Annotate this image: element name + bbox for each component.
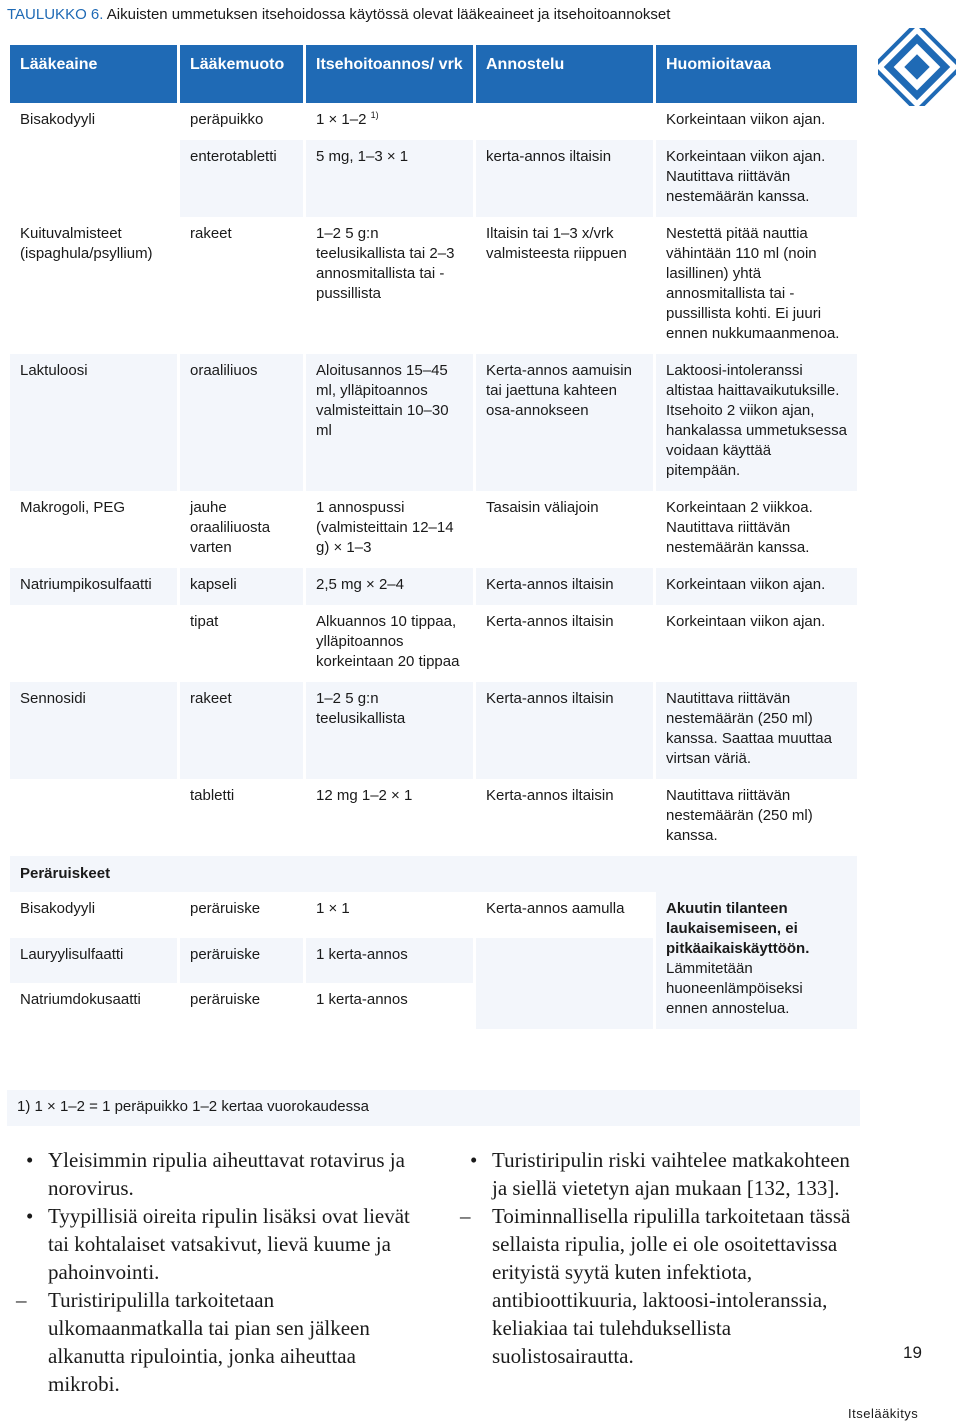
header-dose: Itsehoitoannos/ vrk (306, 45, 473, 103)
cell-dose (306, 103, 473, 140)
cell-drug: Kuituvalmisteet (ispaghula/psyllium) (10, 217, 177, 354)
list-item-text: Turistiripulin riski vaihtelee matkakohteen ja siellä vietetyn ajan mukaan [132, 133]. (492, 1148, 850, 1200)
left-list (16, 1146, 422, 1398)
cell-drug (10, 779, 177, 856)
cell-notes: Korkeintaan viikon ajan. (656, 103, 857, 140)
page-footer: Itselääkitys (848, 1406, 919, 1421)
cell-notes (656, 892, 857, 1029)
table-row (10, 605, 857, 682)
cell-notes: Nestettä pitää nauttia vähintään 110 ml (noin lasillinen) yhtä annosmitallista tai -pussillista kohti. Ei juuri ennen nukkumaanmenoa. (656, 217, 857, 354)
table-header-row (10, 45, 857, 103)
list-item (466, 1146, 866, 1202)
dash-icon: – (16, 1288, 27, 1312)
table-row (10, 217, 857, 354)
list-item (22, 1146, 422, 1202)
cell-notes: Korkeintaan 2 viikkoa. Nautittava riittävän nestemäärän kanssa. (656, 491, 857, 568)
bullet-icon: • (26, 1148, 34, 1172)
table-footnote: 1) 1 × 1–2 = 1 peräpuikko 1–2 kertaa vuorokaudessa (7, 1090, 860, 1126)
right-list (460, 1146, 866, 1370)
cell-notes: Korkeintaan viikon ajan. (656, 568, 857, 605)
cell-drug: Bisakodyyli (10, 103, 177, 140)
cell-drug (10, 605, 177, 682)
table-row (10, 892, 857, 938)
cell-dose: 2,5 mg × 2–4 (306, 568, 473, 605)
header-notes: Huomioitavaa (656, 45, 857, 103)
cell-form: peräpuikko (180, 103, 303, 140)
cell-administration: Kerta-annos iltaisin (476, 779, 653, 856)
cell-form: enterotabletti (180, 140, 303, 217)
cell-notes: Nautittava riittävän nestemäärän (250 ml) kanssa. (656, 779, 857, 856)
header-administration: Annostelu (476, 45, 653, 103)
table-row (10, 568, 857, 605)
cell-drug: Laktuloosi (10, 354, 177, 491)
table-row (10, 491, 857, 568)
list-item-text: Yleisimmin ripulia aiheuttavat rotavirus ja norovirus. (48, 1148, 405, 1200)
list-item-text: Tyypillisiä oireita ripulin lisäksi ovat lievät tai kohtalaiset vatsakivut, lievä kuume ja pahoinvointi. (48, 1204, 410, 1284)
cell-administration: Tasaisin väliajoin (476, 491, 653, 568)
cell-form: oraaliliuos (180, 354, 303, 491)
cell-drug: Lauryylisulfaatti (10, 938, 177, 984)
enema-note: Lämmitetään huoneenlämpöiseksi ennen annostelua. (666, 960, 803, 1017)
cell-form: jauhe oraaliliuosta varten (180, 491, 303, 568)
cell-administration: Kerta-annos iltaisin (476, 568, 653, 605)
cell-administration: Kerta-annos iltaisin (476, 682, 653, 779)
cell-administration: Kerta-annos aamuisin tai jaettuna kahteen osa-annokseen (476, 354, 653, 491)
caption-label: TAULUKKO 6. (7, 6, 104, 23)
page-number: 19 (903, 1343, 922, 1362)
bullet-icon: • (26, 1204, 34, 1228)
cell-dose: 1 × 1 (306, 892, 473, 938)
table-row (10, 103, 857, 140)
cell-dose: 1 annospussi (valmisteittain 12–14 g) × 1–3 (306, 491, 473, 568)
cell-administration: Iltaisin tai 1–3 x/vrk valmisteesta riippuen (476, 217, 653, 354)
cell-drug: Natriumpikosulfaatti (10, 568, 177, 605)
table-row (10, 779, 857, 856)
cell-form: rakeet (180, 217, 303, 354)
cell-drug: Makrogoli, PEG (10, 491, 177, 568)
enema-note-bold: Akuutin tilanteen laukaisemiseen, ei pitkäaikaiskäyttöön. (666, 900, 810, 957)
list-item-text: Turistiripulilla tarkoitetaan ulkomaanmatkalla tai pian sen jälkeen alkanutta ripulointia, jonka aiheuttaa mikrobi. (48, 1288, 370, 1396)
cell-form: tabletti (180, 779, 303, 856)
header-form: Lääkemuoto (180, 45, 303, 103)
cell-dose: 5 mg, 1–3 × 1 (306, 140, 473, 217)
section-title: Peräruiskeet (10, 856, 857, 892)
cell-dose: Alkuannos 10 tippaa, ylläpitoannos korkeintaan 20 tippaa (306, 605, 473, 682)
caption-text: Aikuisten ummetuksen itsehoidossa käytössä olevat lääkeaineet ja itsehoitoannokset (103, 6, 671, 23)
dash-icon: – (460, 1204, 471, 1228)
cell-notes: Korkeintaan viikon ajan. Nautittava riittävän nestemäärän kanssa. (656, 140, 857, 217)
table-row (10, 682, 857, 779)
table-caption (7, 6, 670, 23)
cell-drug: Sennosidi (10, 682, 177, 779)
cell-administration: Kerta-annos iltaisin (476, 605, 653, 682)
bullet-icon: • (470, 1148, 478, 1172)
cell-dose: 1 kerta-annos (306, 938, 473, 984)
cell-drug: Natriumdokusaatti (10, 983, 177, 1029)
cell-administration (476, 938, 653, 984)
list-item (22, 1202, 422, 1286)
cell-dose: 12 mg 1–2 × 1 (306, 779, 473, 856)
header-drug: Lääkeaine (10, 45, 177, 103)
list-item-text: Toiminnallisella ripulilla tarkoitetaan tässä sellaista ripulia, jolle ei ole osoitettavissa erityistä syytä kuten infektiota, antibioottikuuria, laktoosi-intoleranssia, keliakiaa tai tulehduksellista suolistosairautta. (492, 1204, 851, 1368)
cell-dose: 1–2 5 g:n teelusikallista (306, 682, 473, 779)
list-item (460, 1202, 866, 1370)
cell-administration: Kerta-annos aamulla (476, 892, 653, 938)
cell-administration (476, 983, 653, 1029)
list-item (16, 1286, 422, 1398)
cell-notes: Nautittava riittävän nestemäärän (250 ml) kanssa. Saattaa muuttaa virtsan väriä. (656, 682, 857, 779)
cell-form: peräruiske (180, 892, 303, 938)
cell-notes: Korkeintaan viikon ajan. (656, 605, 857, 682)
cell-form: kapseli (180, 568, 303, 605)
cell-drug (10, 140, 177, 217)
cell-form: peräruiske (180, 938, 303, 984)
cell-dose: Aloitusannos 15–45 ml, ylläpitoannos valmisteittain 10–30 ml (306, 354, 473, 491)
table-row (10, 354, 857, 491)
cell-notes: Laktoosi-intoleranssi altistaa haittavaikutuksille. Itsehoito 2 viikon ajan, hankalassa ummetuksessa voidaan käyttää pitempään. (656, 354, 857, 491)
cell-administration: kerta-annos iltaisin (476, 140, 653, 217)
diamond-logo-icon (878, 28, 956, 106)
section-row (10, 856, 857, 892)
dose-text: 1 × 1–2 (316, 111, 367, 128)
table-row (10, 140, 857, 217)
footnote-ref: 1) (370, 110, 379, 120)
medication-table (7, 45, 860, 1029)
cell-drug: Bisakodyyli (10, 892, 177, 938)
cell-form: tipat (180, 605, 303, 682)
cell-dose: 1 kerta-annos (306, 983, 473, 1029)
cell-administration (476, 103, 653, 140)
cell-form: rakeet (180, 682, 303, 779)
cell-dose: 1–2 5 g:n teelusikallista tai 2–3 annosmitallista tai -pussillista (306, 217, 473, 354)
cell-form: peräruiske (180, 983, 303, 1029)
